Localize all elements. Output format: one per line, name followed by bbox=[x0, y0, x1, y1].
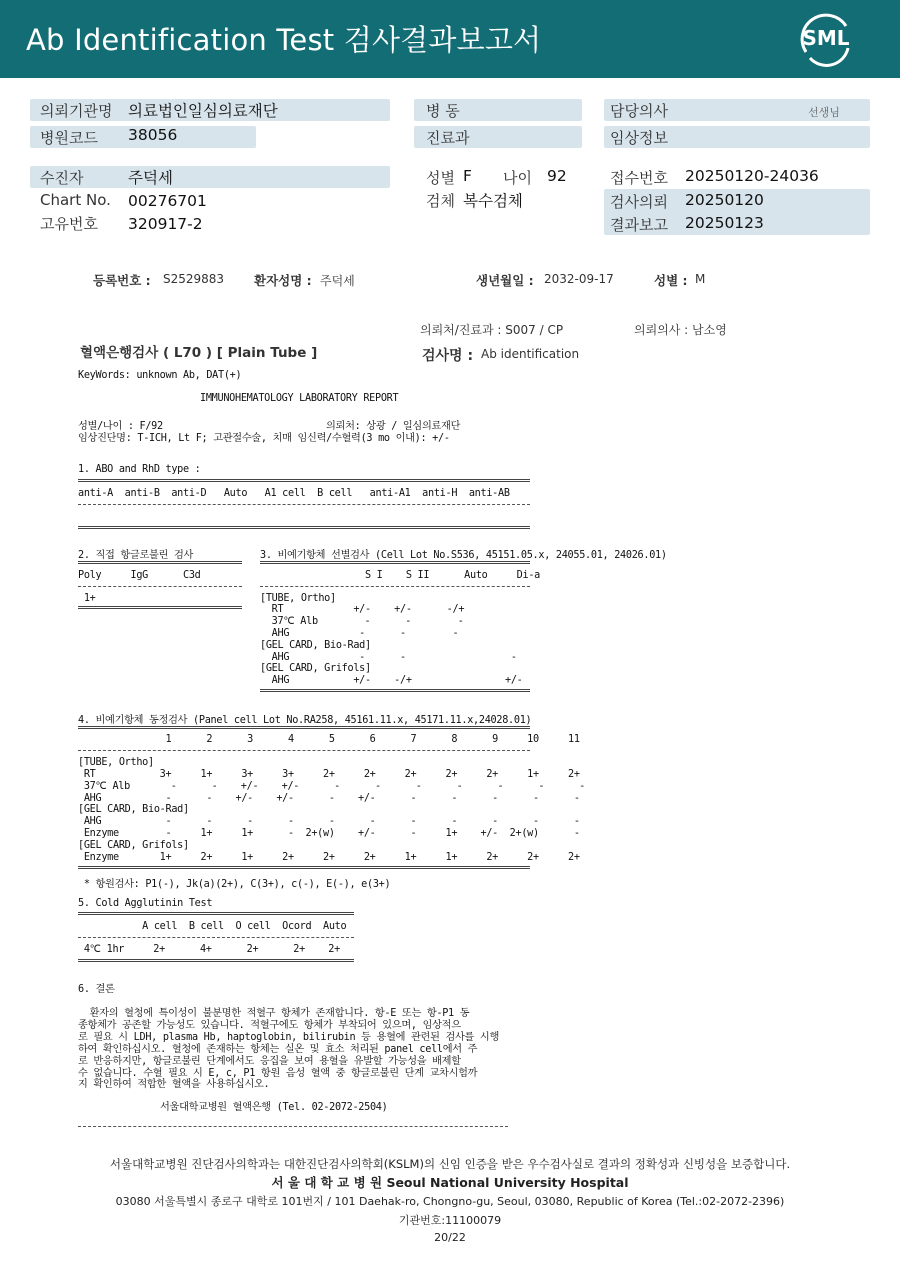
section3-divider bbox=[260, 586, 530, 587]
section2-value: 1+ bbox=[78, 593, 96, 604]
section4-rule bbox=[78, 726, 530, 729]
signature-divider bbox=[78, 1126, 508, 1127]
conclusion-line: 지 확인하여 적합한 혈액을 사용하십시오. bbox=[78, 1079, 270, 1090]
name-value: 주덕세 bbox=[320, 274, 355, 288]
conclusion-line: 환자의 혈청에 특이성이 불분명한 적혈구 항체가 존재합니다. 항-E 또는 항-P1 동 bbox=[78, 1008, 470, 1019]
section4-row: [GEL CARD, Grifols] bbox=[78, 840, 189, 851]
section4-header: 1 2 3 4 5 6 7 8 9 10 11 bbox=[78, 734, 580, 745]
dept-label: 진료과 bbox=[426, 129, 470, 147]
specimen-label: 검체 bbox=[426, 192, 455, 210]
request-value: 20250120 bbox=[685, 191, 764, 209]
receipt-value: 20250120-24036 bbox=[685, 167, 819, 185]
section2-rule bbox=[78, 561, 242, 564]
section4-end-rule bbox=[78, 866, 530, 869]
hospital-code-label: 병원코드 bbox=[40, 129, 98, 147]
diagnosis-line: 임상진단명: T-ICH, Lt F; 고관절수술, 치매 임신력/수혈력(3 mo 이내): +/- bbox=[78, 433, 450, 444]
section4-row: [TUBE, Ortho] bbox=[78, 757, 154, 768]
ref-doctor-text: 의뢰의사 : 남소영 bbox=[634, 323, 727, 337]
section3-end-rule bbox=[260, 689, 530, 692]
conclusion-line: 하여 확인하십시오. 혈청에 존재하는 항체는 실온 및 효소 처리된 panel cell에서 주 bbox=[78, 1044, 478, 1055]
section5-header: A cell B cell O cell Ocord Auto bbox=[78, 921, 347, 932]
section2-header: Poly IgG C3d bbox=[78, 570, 201, 581]
section3-row: [TUBE, Ortho] bbox=[260, 593, 336, 604]
doctor-label: 담당의사 bbox=[610, 102, 668, 120]
section4-row: 37℃ Alb - - +/- +/- - - - - - - - bbox=[78, 781, 585, 792]
section3-title: 3. 비예기항체 선별검사 (Cell Lot No.S536, 45151.05.x, 24055.01, 24026.01) bbox=[260, 550, 667, 561]
section5-title: 5. Cold Agglutinin Test bbox=[78, 898, 213, 909]
reg-value: S2529883 bbox=[163, 272, 225, 286]
report-title: Ab Identification Test 검사결과보고서 bbox=[26, 23, 542, 57]
section1-title: 1. ABO and RhD type : bbox=[78, 464, 201, 475]
section1-header: anti-A anti-B anti-D Auto A1 cell B cell anti-A1 anti-H anti-AB bbox=[78, 488, 510, 499]
page-number: 20/22 bbox=[434, 1231, 466, 1244]
institution-label: 의뢰기관명 bbox=[40, 102, 113, 120]
section4-row: Enzyme - 1+ 1+ - 2+(w) +/- - 1+ +/- 2+(w) - bbox=[78, 828, 580, 839]
name-label: 환자성명 : bbox=[254, 273, 312, 288]
unique-value: 320917-2 bbox=[128, 215, 203, 233]
request-label: 검사의뢰 bbox=[610, 193, 668, 211]
section1-rule bbox=[78, 479, 530, 482]
section4-row: RT 3+ 1+ 3+ 3+ 2+ 2+ 2+ 2+ 2+ 1+ 2+ bbox=[78, 769, 580, 780]
hospital-code-value: 38056 bbox=[128, 126, 178, 144]
section3-row: 37℃ Alb - - - bbox=[260, 616, 464, 627]
scan-sex-value: M bbox=[695, 272, 706, 286]
section3-row: [GEL CARD, Bio-Rad] bbox=[260, 640, 371, 651]
referral-text: 의뢰처/진료과 : S007 / CP bbox=[420, 323, 564, 337]
chart-value: 00276701 bbox=[128, 192, 207, 210]
section3-row: RT +/- +/- -/+ bbox=[260, 604, 465, 615]
hospital-name: 서 울 대 학 교 병 원 Seoul National University Hospital bbox=[271, 1175, 629, 1190]
section4-row: AHG - - +/- +/- - +/- - - - - - bbox=[78, 793, 580, 804]
age-value: 92 bbox=[547, 167, 567, 185]
test-name-label: 검사명 : bbox=[422, 348, 474, 364]
section5-row: 4℃ 1hr 2+ 4+ 2+ 2+ 2+ bbox=[78, 944, 340, 955]
section4-row: [GEL CARD, Bio-Rad] bbox=[78, 804, 189, 815]
test-name-value: Ab identification bbox=[481, 347, 580, 361]
section4-row: AHG - - - - - - - - - - - bbox=[78, 816, 580, 827]
section4-row: Enzyme 1+ 2+ 1+ 2+ 2+ 2+ 1+ 1+ 2+ 2+ 2+ bbox=[78, 852, 580, 863]
section2-divider bbox=[78, 586, 242, 587]
conclusion-line: 로 반응하지만, 항글로불린 단계에서도 응집을 보여 용혈을 유발할 가능성을 배제할 bbox=[78, 1056, 461, 1067]
section4-divider bbox=[78, 750, 530, 751]
report-label: 결과보고 bbox=[610, 216, 668, 234]
section2-end-rule bbox=[78, 606, 242, 609]
sex-age-line: 성별/나이 : F/92 bbox=[78, 421, 163, 432]
dob-value: 2032-09-17 bbox=[544, 272, 614, 286]
section5-rule bbox=[78, 912, 354, 915]
conclusion-line: 수 없습니다. 수혈 필요 시 E, c, P1 항원 음성 혈액 중 항글로불린 단계 교차시험까 bbox=[78, 1068, 478, 1079]
section4-title: 4. 비예기항체 동정검사 (Panel cell Lot No.RA258, 45161.11.x, 45171.11.x,24028.01) bbox=[78, 715, 532, 726]
conclusion-line: 로 필요 시 LDH, plasma Hb, haptoglobin, bilirubin 등 용혈에 관련된 검사를 시행 bbox=[78, 1032, 499, 1043]
ward-label: 병 동 bbox=[426, 102, 460, 120]
section6-title: 6. 결론 bbox=[78, 984, 115, 995]
logo-text: SML bbox=[802, 26, 850, 50]
conclusion-line: 종항체가 공존할 가능성도 있습니다. 적혈구에도 항체가 부착되어 있으며, 임상적으 bbox=[78, 1020, 461, 1031]
unique-label: 고유번호 bbox=[40, 215, 98, 233]
sex-label: 성별 bbox=[426, 169, 455, 187]
section5-end-rule bbox=[78, 959, 354, 962]
section3-row: [GEL CARD, Grifols] bbox=[260, 663, 371, 674]
clinical-label: 임상정보 bbox=[610, 129, 668, 147]
receipt-label: 접수번호 bbox=[610, 169, 668, 187]
section3-row: AHG +/- -/+ +/- bbox=[260, 675, 523, 686]
section3-header: S I S II Auto Di-a bbox=[260, 570, 541, 581]
keywords: KeyWords: unknown Ab, DAT(+) bbox=[78, 370, 242, 381]
scan-sex-label: 성별 : bbox=[654, 273, 688, 288]
patient-label: 수진자 bbox=[40, 169, 84, 187]
section2-title: 2. 직접 항글로불린 검사 bbox=[78, 550, 194, 561]
signature-line: 서울대학교병원 혈액은행 (Tel. 02-2072-2504) bbox=[160, 1102, 388, 1113]
report-value: 20250123 bbox=[685, 214, 764, 232]
institution-number: 기관번호:11100079 bbox=[398, 1214, 502, 1227]
patient-value: 주덕세 bbox=[128, 169, 173, 187]
dob-label: 생년월일 : bbox=[476, 273, 534, 288]
section1-divider bbox=[78, 504, 530, 505]
referrer-line: 의뢰처: 상광 / 일심의료재단 bbox=[326, 421, 461, 432]
doctor-suffix: 선생님 bbox=[808, 106, 840, 119]
sex-value: F bbox=[463, 167, 472, 185]
institution-value: 의료법인일심의료재단 bbox=[128, 102, 278, 120]
section3-row: AHG - - - bbox=[260, 628, 459, 639]
specimen-value: 복수검체 bbox=[463, 192, 523, 210]
section5-divider bbox=[78, 937, 354, 938]
test-title: 혈액은행검사 ( L70 ) [ Plain Tube ] bbox=[80, 345, 318, 361]
section3-row: AHG - - - bbox=[260, 652, 517, 663]
hospital-address: 03080 서울특별시 종로구 대학로 101번지 / 101 Daehak-ro, Chongno-gu, Seoul, 03080, Republic of Korea (Tel.:02-2072-2396) bbox=[115, 1195, 785, 1208]
report-subtitle: IMMUNOHEMATOLOGY LABORATORY REPORT bbox=[200, 393, 399, 404]
section1-end-rule bbox=[78, 526, 530, 529]
age-label: 나이 bbox=[503, 169, 532, 187]
certification-text: 서울대학교병원 진단검사의학과는 대한진단검사의학회(KSLM)의 신임 인증을 받은 우수검사실로 결과의 정확성과 신빙성을 보증합니다. bbox=[109, 1157, 791, 1171]
section3-rule bbox=[260, 561, 530, 564]
reg-label: 등록번호 : bbox=[93, 273, 151, 288]
antigen-note: * 항원검사: P1(-), Jk(a)(2+), C(3+), c(-), E(-), e(3+) bbox=[78, 879, 391, 890]
chart-label: Chart No. bbox=[40, 191, 111, 209]
